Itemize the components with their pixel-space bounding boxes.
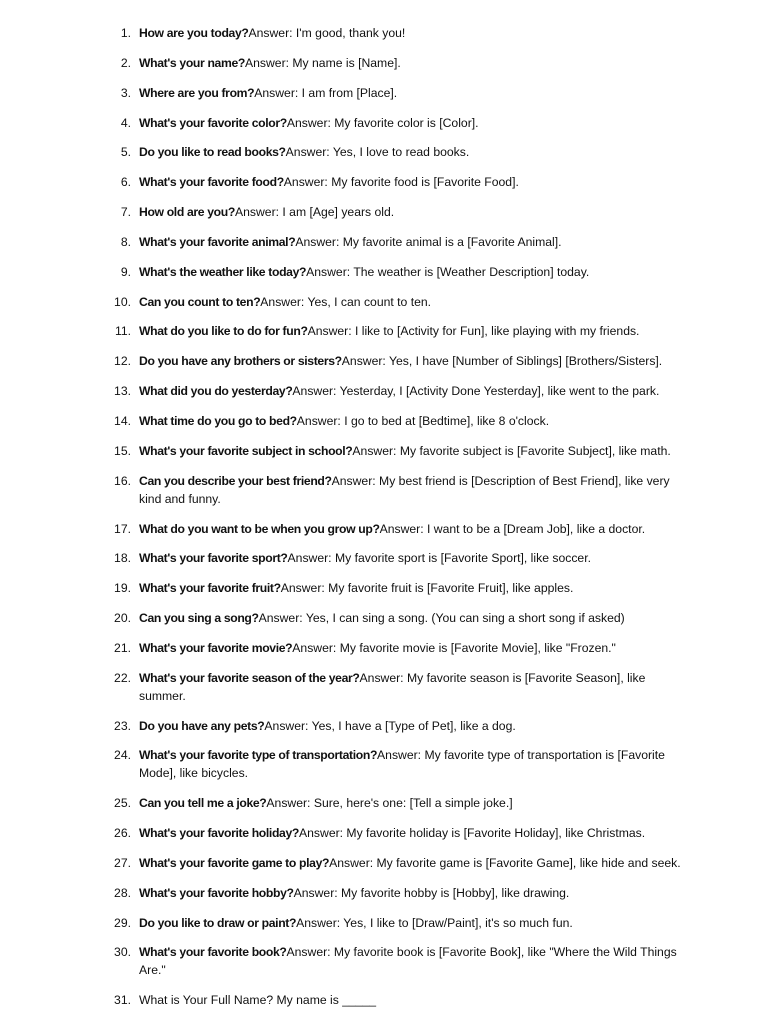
question-text: Can you tell me a joke? <box>139 796 267 811</box>
answer-text: Answer: My best friend is [Description of Best Friend], like very kind and funny. <box>139 473 670 506</box>
item-number: 1. <box>120 26 131 40</box>
question-text: What's your favorite season of the year? <box>139 670 360 685</box>
answer-text: Answer: My favorite book is [Favorite Book], like "Where the Wild Things Are." <box>139 945 677 978</box>
question-text: Do you like to read books? <box>139 145 286 160</box>
list-item <box>0 442 684 460</box>
item-number: 23. <box>114 718 131 733</box>
item-number: 28. <box>114 885 131 900</box>
list-item <box>0 824 684 842</box>
item-number: 30. <box>114 945 131 960</box>
item-number: 12. <box>114 354 131 369</box>
list-item <box>0 991 684 1009</box>
question-text: What's your favorite color? <box>139 115 287 130</box>
item-number: 17. <box>114 521 131 536</box>
question-text: What did you do yesterday? <box>139 384 293 399</box>
answer-text: Answer: Yes, I have a [Type of Pet], like a dog. <box>264 718 516 733</box>
answer-text: Answer: My favorite animal is a [Favorite Animal]. <box>295 234 562 249</box>
item-number: 15. <box>114 443 131 458</box>
question-text: What's your favorite hobby? <box>139 885 294 900</box>
question-text: What's your favorite game to play? <box>139 855 330 870</box>
answer-text: Answer: I'm good, thank you! <box>248 26 406 40</box>
item-number: 31. <box>114 993 131 1008</box>
question-text: Can you sing a song? <box>139 611 259 626</box>
list-item <box>0 322 684 340</box>
list-item <box>0 609 684 627</box>
item-number: 14. <box>114 413 131 428</box>
answer-text: Answer: I am from [Place]. <box>254 85 398 100</box>
question-text: What's your favorite book? <box>139 945 287 960</box>
list-item <box>0 669 684 705</box>
list-item <box>0 472 684 508</box>
question-text: What do you want to be when you grow up? <box>139 521 380 536</box>
item-number: 6. <box>120 175 131 190</box>
question-text: Can you describe your best friend? <box>139 473 332 488</box>
list-item <box>0 717 684 735</box>
question-text: What's your favorite fruit? <box>139 581 281 596</box>
list-item <box>0 943 684 979</box>
answer-text: Answer: My favorite color is [Color]. <box>286 115 479 130</box>
answer-text: Answer: My favorite sport is [Favorite Sport], like soccer. <box>287 551 591 566</box>
item-number: 22. <box>114 670 131 685</box>
answer-text: Answer: My favorite movie is [Favorite Movie], like "Frozen." <box>292 640 616 655</box>
item-number: 24. <box>114 748 131 763</box>
item-number: 7. <box>120 205 131 220</box>
answer-text: What is Your Full Name? My name is _____ <box>139 993 377 1008</box>
answer-text: Answer: My favorite type of transportation is [Favorite Mode], like bicycles. <box>139 748 665 781</box>
item-number: 9. <box>120 264 131 279</box>
item-number: 21. <box>114 640 131 655</box>
list-item <box>0 639 684 657</box>
answer-text: Answer: Yes, I love to read books. <box>285 145 470 160</box>
question-text: What's your favorite sport? <box>139 551 288 566</box>
question-text: Do you have any brothers or sisters? <box>139 354 342 369</box>
list-item <box>0 173 684 191</box>
item-number: 26. <box>114 826 131 841</box>
answer-text: Answer: The weather is [Weather Description] today. <box>306 264 590 279</box>
question-text: Do you like to draw or paint? <box>139 915 297 930</box>
answer-text: Answer: Sure, here's one: [Tell a simple joke.] <box>266 796 513 811</box>
item-number: 4. <box>120 115 131 130</box>
question-text: What's your favorite food? <box>139 175 284 190</box>
list-item <box>0 114 684 132</box>
answer-text: Answer: Yes, I can sing a song. (You can sing a short song if asked) <box>258 611 625 626</box>
question-list <box>0 24 768 1021</box>
answer-text: Answer: I am [Age] years old. <box>234 205 395 220</box>
item-number: 16. <box>114 473 131 488</box>
list-item <box>0 884 684 902</box>
list-item <box>0 263 684 281</box>
question-text: What do you like to do for fun? <box>139 324 308 339</box>
question-text: Where are you from? <box>139 85 255 100</box>
answer-text: Answer: Yes, I can count to ten. <box>260 294 432 309</box>
list-item <box>0 854 684 872</box>
list-item <box>0 352 684 370</box>
answer-text: Answer: My favorite fruit is [Favorite Fruit], like apples. <box>280 581 574 596</box>
answer-text: Answer: My favorite food is [Favorite Food]. <box>283 175 519 190</box>
list-item <box>0 746 684 782</box>
answer-text: Answer: My favorite holiday is [Favorite Holiday], like Christmas. <box>299 826 646 841</box>
list-item <box>0 203 684 221</box>
list-item <box>0 84 684 102</box>
question-text: What's your favorite type of transportation? <box>139 748 378 763</box>
question-text: What's your favorite holiday? <box>139 826 300 841</box>
question-text: What's your favorite movie? <box>139 640 293 655</box>
item-number: 3. <box>120 85 131 100</box>
question-text: What's the weather like today? <box>139 264 307 279</box>
list-item <box>0 914 684 932</box>
answer-text: Answer: My name is [Name]. <box>244 55 401 70</box>
list-item <box>0 520 684 538</box>
item-number: 2. <box>120 55 131 70</box>
question-text: What's your favorite subject in school? <box>139 443 353 458</box>
list-item <box>0 293 684 311</box>
list-item <box>0 54 684 72</box>
item-number: 19. <box>114 581 131 596</box>
list-item <box>0 549 684 567</box>
item-number: 13. <box>114 384 131 399</box>
question-text: Do you have any pets? <box>139 718 265 733</box>
item-number: 27. <box>114 855 131 870</box>
question-text: What time do you go to bed? <box>139 413 297 428</box>
question-text: How are you today? <box>139 26 249 40</box>
answer-text: Answer: My favorite season is [Favorite Season], like summer. <box>139 670 646 703</box>
question-text: Can you count to ten? <box>139 294 261 309</box>
item-number: 5. <box>120 145 131 160</box>
answer-text: Answer: Yes, I have [Number of Siblings] [Brothers/Sisters]. <box>341 354 663 369</box>
answer-text: Answer: Yes, I like to [Draw/Paint], it's so much fun. <box>296 915 573 930</box>
list-item <box>0 579 684 597</box>
answer-text: Answer: Yesterday, I [Activity Done Yesterday], like went to the park. <box>292 384 660 399</box>
answer-text: Answer: I like to [Activity for Fun], like playing with my friends. <box>307 324 640 339</box>
list-item <box>0 412 684 430</box>
answer-text: Answer: I go to bed at [Bedtime], like 8 o'clock. <box>296 413 550 428</box>
answer-text: Answer: My favorite subject is [Favorite Subject], like math. <box>352 443 671 458</box>
question-text: How old are you? <box>139 205 235 220</box>
list-item <box>0 233 684 251</box>
list-item <box>0 24 684 42</box>
question-text: What's your favorite animal? <box>139 234 296 249</box>
item-number: 29. <box>114 915 131 930</box>
item-number: 18. <box>114 551 131 566</box>
item-number: 20. <box>114 611 131 626</box>
item-number: 10. <box>114 294 131 309</box>
list-item <box>0 143 684 161</box>
answer-text: Answer: My favorite game is [Favorite Game], like hide and seek. <box>329 855 681 870</box>
list-item <box>0 794 684 812</box>
question-text: What's your name? <box>139 55 245 70</box>
item-number: 11. <box>114 324 131 339</box>
item-number: 8. <box>120 234 131 249</box>
list-item <box>0 382 684 400</box>
answer-text: Answer: I want to be a [Dream Job], like a doctor. <box>379 521 646 536</box>
answer-text: Answer: My favorite hobby is [Hobby], like drawing. <box>293 885 570 900</box>
item-number: 25. <box>114 796 131 811</box>
